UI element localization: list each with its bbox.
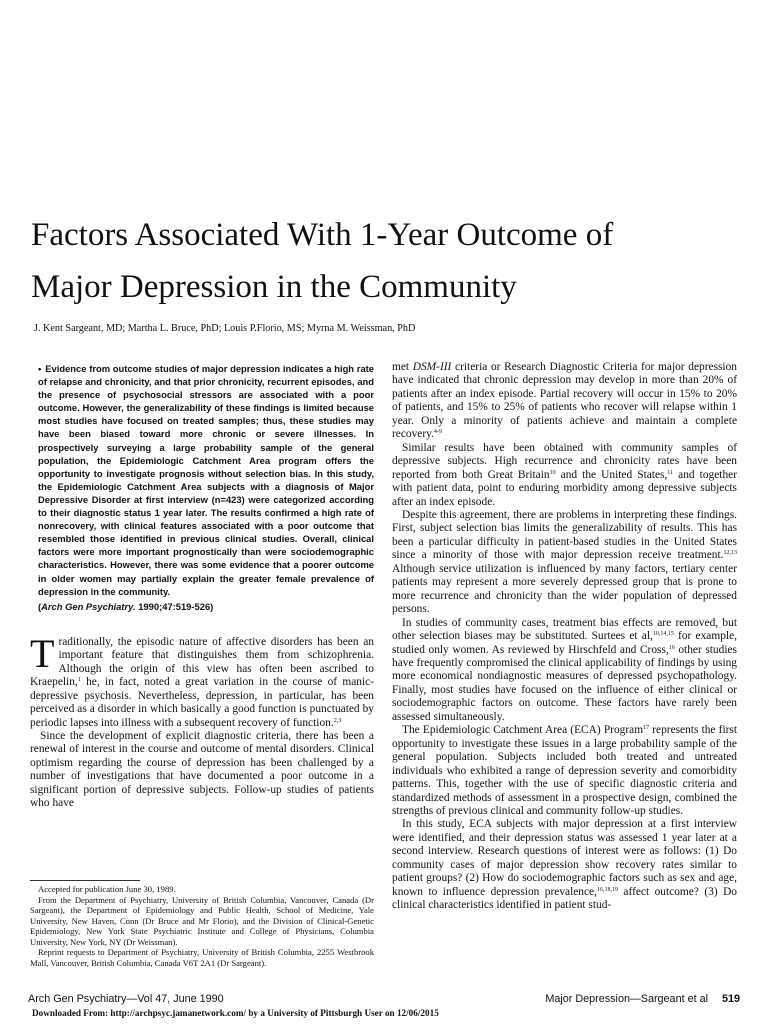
abstract: [38, 362, 374, 598]
reference-marker: 10: [549, 469, 556, 476]
author-list: J. Kent Sargeant, MD; Martha L. Bruce, PhD; Louis P.Florio, MS; Myrna M. Weissman, PhD: [34, 323, 416, 334]
right-body-text: [392, 361, 737, 913]
body-paragraph: met DSM-III criteria or Research Diagnostic Criteria for major depression have indicated that chronic depression may develop in more than 20% of patients after an index episode. Partial recovery will occur in 15% to 20% of patients, and 15% to 25% of patients who recover will relapse within 1 year. Only a minority of patients achieve and maintain a complete recovery.$^{4-9}$: [392, 361, 737, 441]
abstract-citation: (Arch Gen Psychiatry. 1990;47:519-526): [38, 600, 214, 612]
left-column: [30, 362, 374, 811]
reference-marker: 11: [667, 469, 674, 476]
footnote-reprints: Reprint requests to Department of Psychiatry, University of British Columbia, 2255 Westbrook Mall, Vancouver, British Columbia, Canada V6T 2A1 (Dr Sargeant).: [30, 947, 374, 968]
article-title: [31, 209, 751, 313]
citation-details: 1990;47:519-526): [138, 600, 214, 612]
body-paragraph: The Epidemiologic Catchment Area (ECA) Program$^{17}$ represents the first opportunity to investigate these issues in a large probability sample of the general population. Subjects included both treated and untreated individuals who exhibited a range of depression severity and comorbidity patterns. This, together with the use of specific diagnostic criteria and standardized methods of assessment in a prospective design, combined the strengths of previous clinical and community follow-up studies.: [392, 724, 738, 817]
body-paragraph: Since the development of explicit diagnostic criteria, there has been a renewal of interest in the course and outcome of mental disorders. Clinical optimism regarding the course of depression has been challenged by a number of investigations that have documented a poor outcome in a significant portion of depressive subjects. Follow-up studies of patients who have: [30, 729, 374, 810]
abstract-bullet: •: [38, 363, 42, 374]
reference-marker: 10,14,15: [652, 631, 674, 638]
reference-marker: 1: [77, 677, 81, 684]
footnote-rule: [30, 880, 140, 881]
footnote-accepted: Accepted for publication June 30, 1989.: [38, 884, 176, 894]
drop-cap: T: [30, 630, 55, 676]
reference-marker: 16,18,19: [596, 886, 618, 893]
citation-journal: Arch Gen Psychiatry.: [41, 600, 136, 612]
footer-right: [545, 993, 740, 1005]
body-paragraph: In studies of community cases, treatment bias effects are removed, but other selection biases may be substituted. Surtees et al,$^{10,14,15}$ for example, studied only women. As reviewed by Hirschfeld and Cross,$^{16}$ other studies have frequently compromised the clinical applicability of findings by using more economical nondiagnostic measures of depressed psychopathology. Finally, most studies have focused on the influence of either clinical or sociodemographic factors on outcome. These factors have rarely been assessed simultaneously.: [392, 616, 737, 723]
body-paragraph: Similar results have been obtained with community samples of depressive subjects. High recurrence and chronicity rates have been reported from both Great Britain$^{10}$ and the United States,$^{11}$ and together with patient data, point to enduring morbidity among depressive subjects after an index episode.: [392, 441, 737, 508]
short-title: Major Depression—Sargeant et al: [545, 993, 708, 1005]
download-notice: Downloaded From: http://archpsyc.jamanetwork.com/ by a University of Pittsburgh User on 12/06/2015: [32, 1008, 439, 1018]
page-number: 519: [721, 993, 740, 1005]
reference-marker: 2,3: [333, 717, 342, 724]
reference-marker: 17: [643, 725, 650, 732]
right-column: [392, 361, 737, 913]
left-body-text: [30, 630, 374, 811]
reference-marker: 16: [668, 644, 675, 651]
article-title-line-2: Major Depression in the Community: [31, 269, 517, 305]
running-footer: [28, 993, 740, 1007]
body-paragraph: Traditionally, the episodic nature of affective disorders has been an important feature that distinguishes them from schizophrenia. Although the origin of this view has often been ascribed to Kraepelin,$^1$ he, in fact, noted a great variation in the course of manic-depressive psychosis. Nevertheless, depression, in particular, has been perceived as a disorder in which basically a good function is punctuated by periodic lapses into illness with a subsequent recovery of function.$^{2,3}$: [30, 630, 374, 729]
body-paragraph: Despite this agreement, there are problems in interpreting these findings. First, subject selection bias limits the generalizability of results. This has been a particular difficulty in patient-based studies in the United States since a minority of those with major depression receive treatment.$^{12,13}$ Although service utilization is influenced by many factors, tertiary center patients may represent a more severely depressed group that is prone to more recurrence and chronicity than the wider population of depressed persons.: [392, 508, 737, 616]
reference-marker: 4-9: [433, 429, 442, 436]
footnotes: [30, 884, 374, 968]
abstract-text: Evidence from outcome studies of major depression indicates a high rate of relapse and chronicity, and that prior chronicity, recurrent episodes, and the presence of psychosocial stressors are associated with a poor outcome. However, the generalizability of these findings is limited because most studies have focused on treated samples; thus, these studies may have been biased toward more chronic or severe illnesses. In prospectively surveying a large probability sample of the general population, the Epidemiologic Catchment Area program offers the opportunity to investigate prognosis without selection bias. In this study, the Epidemiologic Catchment Area subjects with a diagnosis of Major Depressive Disorder at first interview (n=423) were categorized according to their diagnostic status 1 year later. The results confirmed a high rate of nonrecovery, with clinical features associated with a poor outcome that resembled those identified in previous clinical studies. Overall, clinical factors were more important prognostically than were sociodemographic characteristics. However, there was some evidence that a poorer outcome in older women may partially explain the greater female prevalence of depression in the community.: [38, 363, 374, 597]
dsm-iii-term: DSM-III: [412, 361, 452, 373]
reference-marker: 12,13: [723, 550, 737, 557]
journal-issue: Arch Gen Psychiatry—Vol 47, June 1990: [28, 993, 224, 1005]
body-paragraph: In this study, ECA subjects with major depression at a first interview were identified, and their depression status was assessed 1 year later at a second interview. Research questions of interest were as follows: (1) Do community cases of major depression show recovery rates similar to patient groups? (2) How do sociodemographic factors such as sex and age, known to influence depression prevalence,$^{16,18,19}$ affect outcome? (3) Do clinical characteristics identified in patient stud-: [392, 818, 737, 912]
article-title-line-1: Factors Associated With 1-Year Outcome of: [31, 217, 614, 253]
footnote-affiliations: From the Department of Psychiatry, University of British Columbia, Vancouver, Canada (Dr Sargeant), the Department of Epidemiology and Public Health, School of Medicine, Yale University, New Haven, Conn (Dr Bruce and Mr Florio), and the Division of Clinical-Genetic Epidemiology, New York State Psychiatric Institute and College of Physicians, Columbia University, New York, NY (Dr Weissman).: [30, 894, 374, 947]
